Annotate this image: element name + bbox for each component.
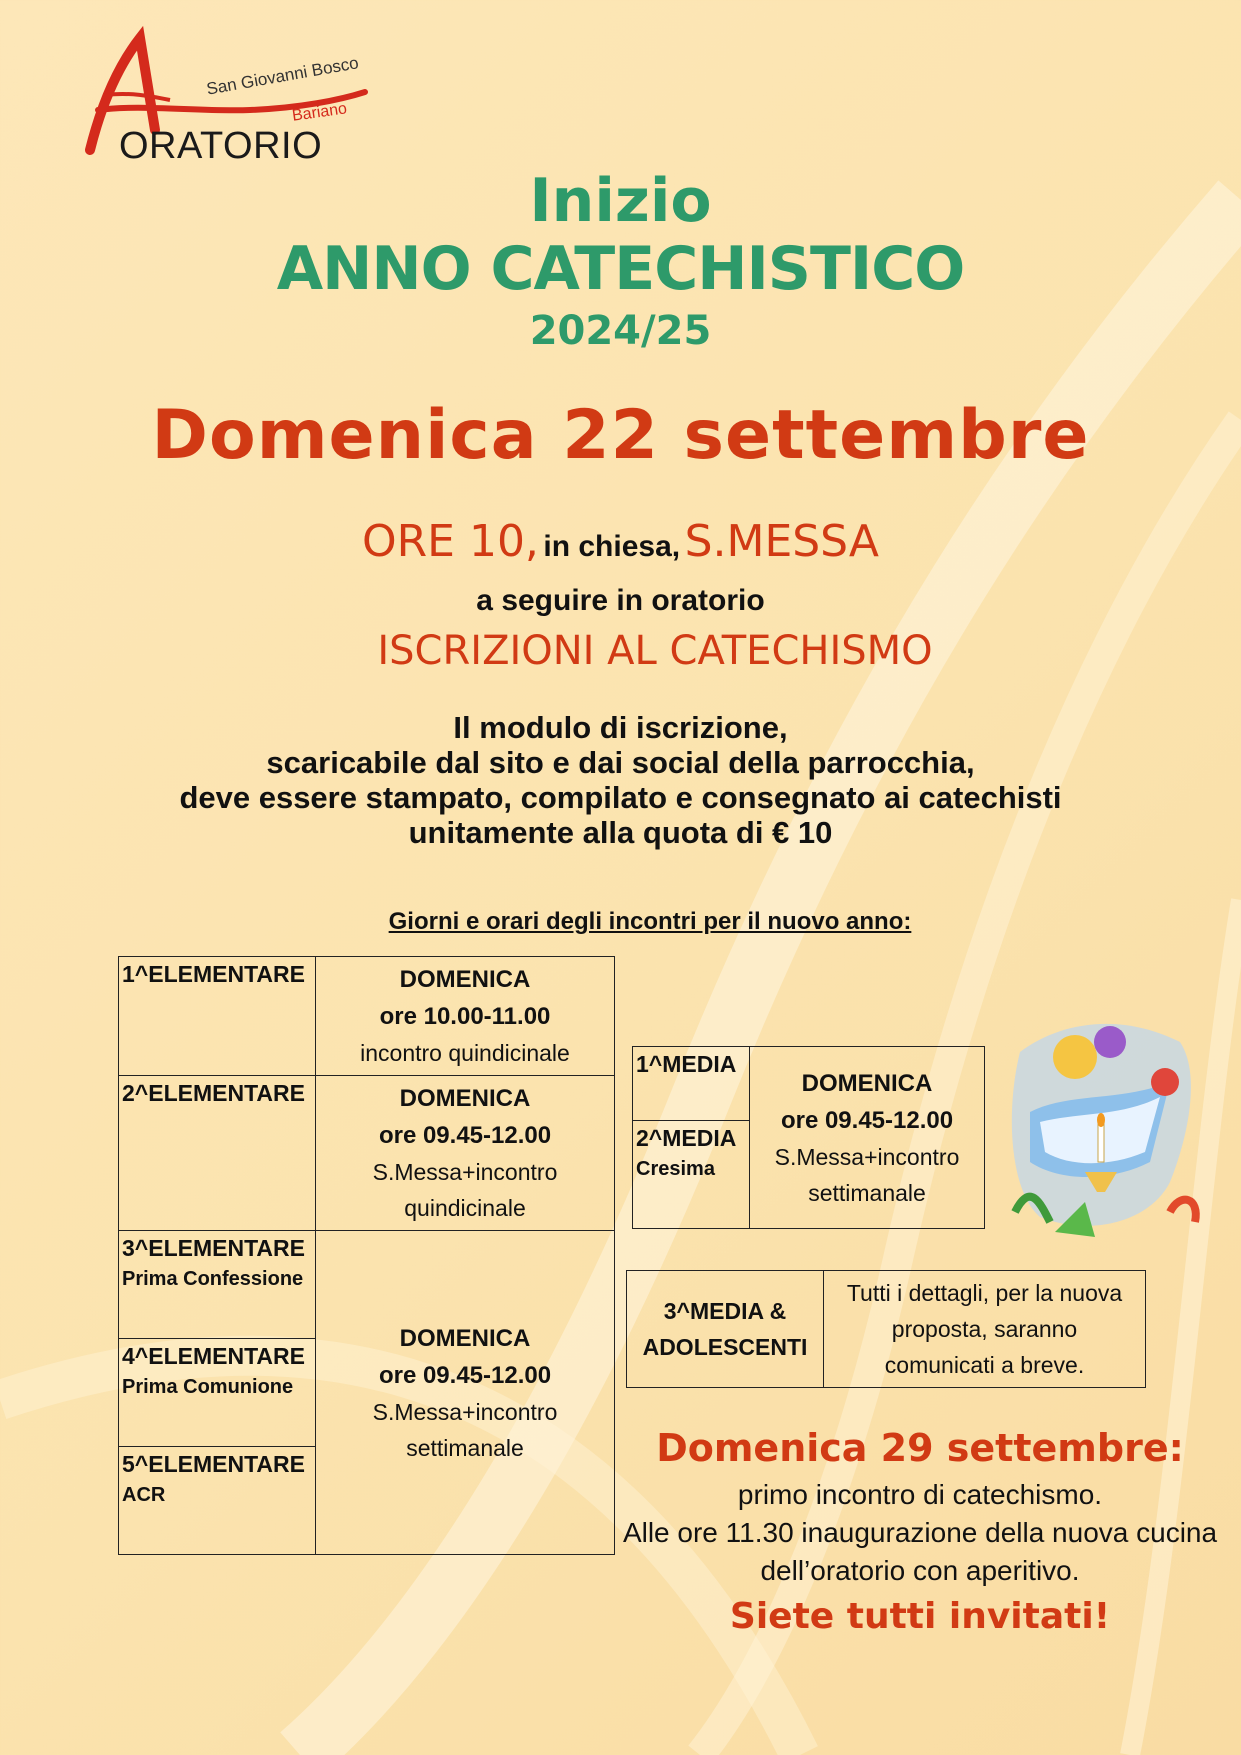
schedule-title: Giorni e orari degli incontri per il nuovo anno: [388,908,912,935]
level-cell [633,1047,750,1121]
logo-name: San Giovanni Bosco [205,53,361,99]
next-info-line: dell’oratorio con aperitivo. [760,1555,1080,1586]
next-info-line: primo incontro di catechismo. [737,1479,1103,1510]
form-info-line: deve essere stampato, compilato e consegnato ai catechisti [179,780,1062,815]
schedule-time: ore 10.00-11.00 [379,1003,551,1030]
level-cell [119,1339,316,1447]
level-label: 4^ELEMENTARE [122,1343,305,1369]
level-cell [119,1231,316,1339]
form-info-line: unitamente alla quota di € 10 [408,815,833,850]
dove-illustration-icon [1000,1012,1210,1244]
level-label: 2^MEDIA [636,1125,737,1151]
level-label: 1^MEDIA [636,1051,737,1077]
schedule-note: S.Messa+incontro quindicinale [372,1159,558,1221]
level-sub: Prima Confessione [122,1268,304,1290]
heading-year: 2024/25 [529,308,712,354]
schedule-day: DOMENICA [399,966,531,993]
schedule-time: ore 09.45-12.00 [378,1122,552,1149]
form-info-line: Il modulo di iscrizione, [453,710,788,745]
next-date: Domenica 29 settembre: [656,1426,1184,1470]
schedule-cell [750,1047,985,1229]
schedule-time: ore 09.45-12.00 [378,1361,552,1389]
schedule-note: S.Messa+incontro settimanale [372,1398,558,1461]
level-cell [119,1076,316,1231]
level-cell [119,1447,316,1555]
schedule-day: DOMENICA [399,1085,531,1112]
table-row [119,957,615,1076]
schedule-time: ore 09.45-12.00 [780,1106,954,1134]
logo-place: Bariano [291,100,349,125]
level-cell [633,1121,750,1229]
level-sub: Cresima [636,1158,715,1180]
oratorio-logo [0,0,400,180]
elementari-schedule-table [118,956,615,1555]
next-info-line: Alle ore 11.30 inaugurazione della nuova cucina [622,1517,1218,1548]
schedule-note: S.Messa+incontro settimanale [774,1143,960,1206]
table-row [119,1076,615,1231]
level-label: 2^ELEMENTARE [122,1080,305,1106]
level-label: 1^ELEMENTARE [122,961,305,987]
registrations-title: ISCRIZIONI AL CATECHISMO [377,628,933,674]
schedule-note: incontro quindicinale [360,1040,570,1066]
schedule-cell [316,1231,615,1555]
invite-text: Siete tutti invitati! [729,1596,1111,1637]
form-info [0,710,1241,850]
schedule-day: DOMENICA [399,1324,531,1352]
level-sub: Prima Comunione [122,1376,294,1398]
mass-line [0,516,1241,567]
form-info-line: scaricabile dal sito e dai social della parrocchia, [266,745,975,780]
schedule-day: DOMENICA [801,1069,933,1097]
next-info [600,1476,1240,1590]
adolescenti-note: Tutti i dettagli, per la nuova proposta, saranno comunicati a breve. [846,1280,1123,1378]
heading-inizio: Inizio [529,166,712,236]
note-cell [824,1271,1146,1388]
schedule-cell [316,957,615,1076]
table-row [633,1047,985,1121]
mass-event: S.MESSA [684,516,880,567]
logo-word: ORATORIO [119,125,323,167]
table-row [119,1231,615,1339]
adolescenti-table [626,1270,1146,1388]
level-label: 5^ELEMENTARE [122,1451,305,1477]
level-cell [119,957,316,1076]
mass-time: ORE 10, [361,516,539,567]
schedule-cell [316,1076,615,1231]
level-label: 3^ELEMENTARE [122,1235,305,1261]
mass-place: in chiesa, [543,530,681,563]
table-row [627,1271,1146,1388]
medie-schedule-table [632,1046,985,1229]
heading-anno: ANNO CATECHISTICO [276,234,965,304]
level-sub: ACR [122,1484,166,1506]
level-label: 3^MEDIA & ADOLESCENTI [642,1298,808,1360]
main-date: Domenica 22 settembre [151,396,1090,475]
level-cell [627,1271,824,1388]
follow-text: a seguire in oratorio [476,584,765,617]
